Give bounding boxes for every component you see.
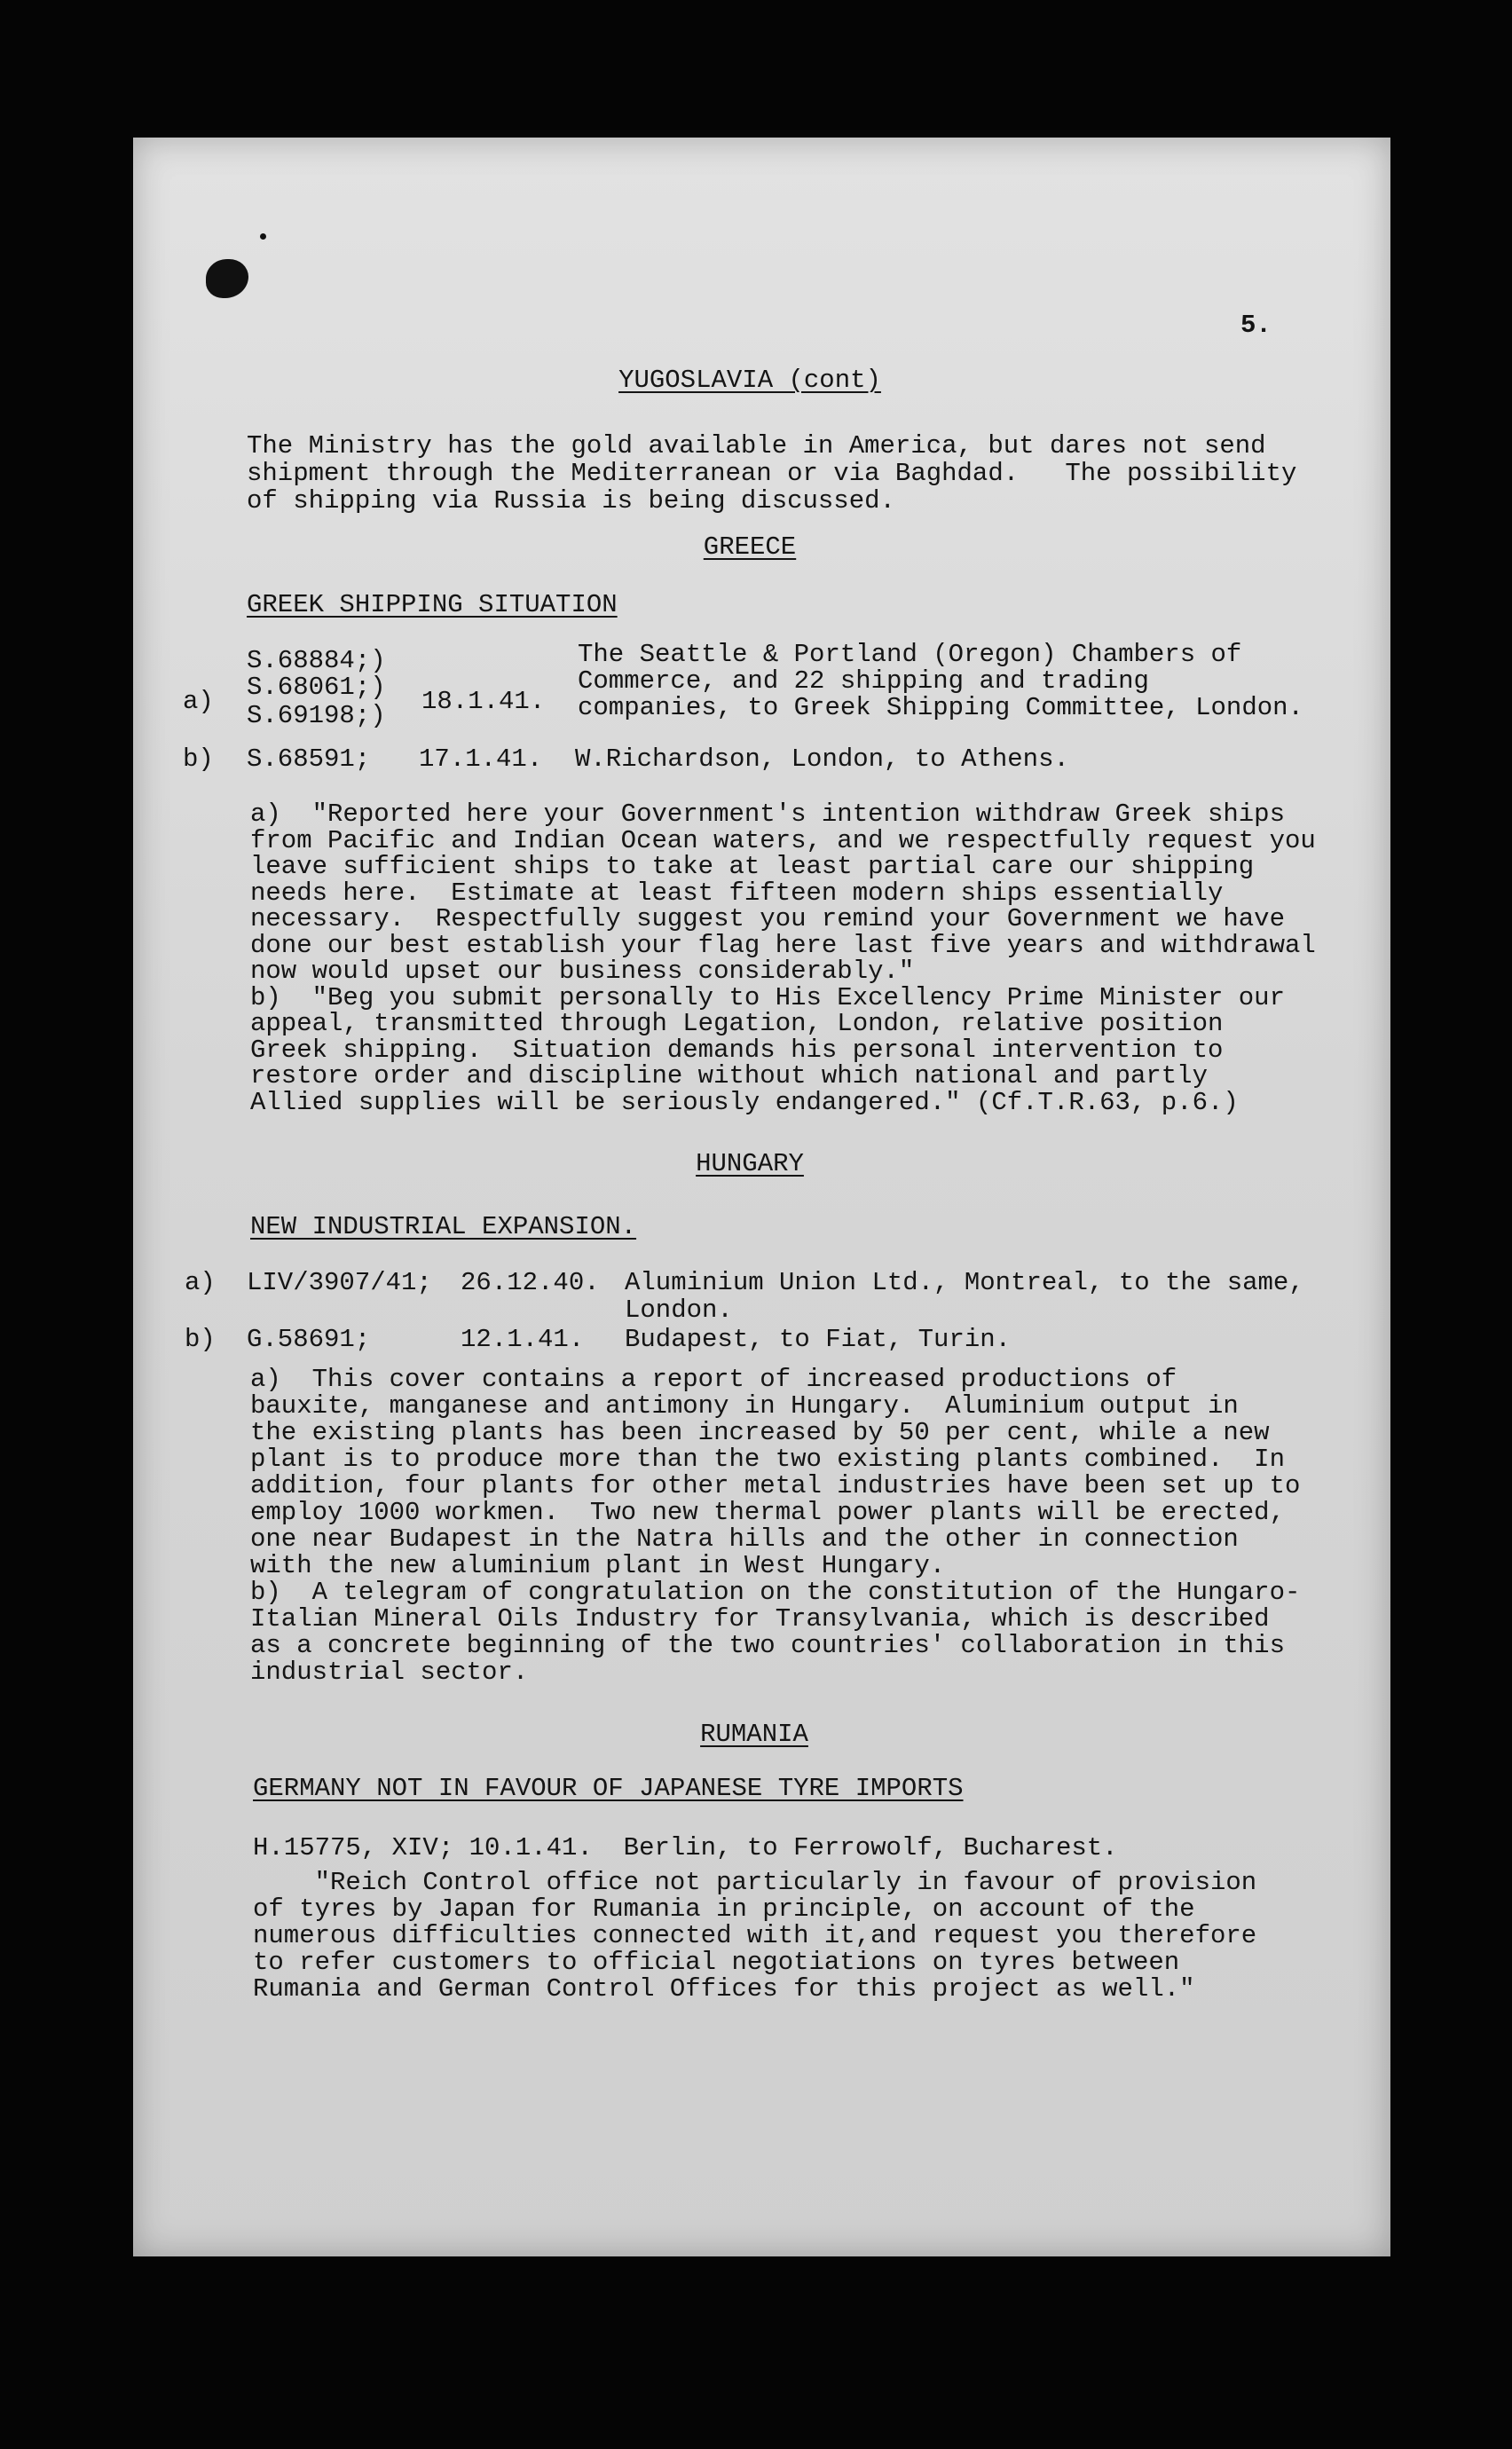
hungary-entry-b-text: Budapest, to Fiat, Turin. [625,1325,1012,1354]
text-line: shipment through the Mediterranean or via Baghdad. The possibility [247,459,1297,488]
text-line: "Reich Control office not particularly in favour of provision [253,1868,1257,1897]
text-line: needs here. Estimate at least fifteen modern ships essentially [250,878,1224,908]
hungary-entry-b-ref: G.58691; [247,1325,371,1354]
text-line: The Ministry has the gold available in America, but dares not send [247,431,1266,461]
greece-entry-a-text: The Seattle & Portland (Oregon) Chambers of [578,640,1242,669]
text-line: b) A telegram of congratulation on the constitution of the Hungaro- [250,1578,1301,1607]
text-line: numerous difficulties connected with it,and request you therefore [253,1921,1257,1950]
page-number: 5. [1240,311,1272,340]
text-line: as a concrete beginning of the two countries' collaboration in this [250,1631,1285,1660]
rumania-entry: H.15775, XIV; 10.1.41. Berlin, to Ferrowolf, Bucharest. [253,1833,1118,1862]
text-line: with the new aluminium plant in West Hungary. [250,1551,946,1580]
text-line: of tyres by Japan for Rumania in principle, on account of the [253,1894,1195,1924]
text-line: Allied supplies will be seriously endangered." (Cf.T.R.63, p.6.) [250,1087,1239,1117]
text-line: done our best establish your flag here last five years and withdrawal [250,930,1316,960]
hungary-entry-a-marker: a) [185,1268,216,1297]
text-line: industrial sector. [250,1658,529,1687]
heading-greece: GREECE [703,532,797,562]
subheading-greek-shipping: GREEK SHIPPING SITUATION [247,590,618,619]
text-line: Rumania and German Control Offices for this project as well." [253,1974,1195,2004]
hungary-entry-b-marker: b) [185,1325,216,1354]
text-line: the existing plants has been increased by 50 per cent, while a new [250,1418,1270,1447]
text-line: plant is to produce more than the two existing plants combined. In [250,1445,1285,1474]
hungary-entry-b-date: 12.1.41. [461,1325,585,1354]
text-line: employ 1000 workmen. Two new thermal power plants will be erected, [250,1498,1285,1527]
text-line: one near Budapest in the Natra hills and the other in connection [250,1524,1239,1554]
greece-entry-b-text: W.Richardson, London, to Athens. [575,744,1069,774]
text-line: a) "Reported here your Government's intention withdraw Greek ships [250,799,1285,829]
hungary-entry-a-text: London. [625,1295,733,1325]
greece-entry-b-date: 17.1.41. [419,744,543,774]
greece-entry-a-text: Commerce, and 22 shipping and trading [578,666,1149,696]
text-line: to refer customers to official negotiations on tyres between [253,1948,1180,1977]
greece-entry-a-ref: S.68884;) [247,646,386,675]
greece-entry-b-marker: b) [183,744,214,774]
ink-dot [260,233,266,240]
heading-rumania: RUMANIA [700,1720,808,1749]
greece-entry-a-text: companies, to Greek Shipping Committee, London. [578,693,1303,722]
greece-entry-a-ref: S.69198;) [247,701,386,730]
greece-entry-a-ref: S.68061;) [247,673,386,702]
greece-entry-a-marker: a) [183,687,214,716]
text-line: Italian Mineral Oils Industry for Transylvania, which is described [250,1604,1270,1634]
greece-entry-a-date: 18.1.41. [421,687,546,716]
text-line: of shipping via Russia is being discussed. [247,486,895,516]
text-line: restore order and discipline without which national and partly [250,1061,1208,1091]
heading-yugoslavia: YUGOSLAVIA (cont) [618,366,881,395]
text-line: a) This cover contains a report of increased productions of [250,1365,1177,1394]
text-line: appeal, transmitted through Legation, London, relative position [250,1009,1224,1038]
hungary-entry-a-date: 26.12.40. [461,1268,600,1297]
greece-entry-b-ref: S.68591; [247,744,371,774]
text-line: bauxite, manganese and antimony in Hungary. Aluminium output in [250,1391,1239,1421]
heading-hungary: HUNGARY [696,1149,804,1178]
text-line: necessary. Respectfully suggest you remind your Government we have [250,904,1285,933]
text-line: b) "Beg you submit personally to His Excellency Prime Minister our [250,982,1285,1012]
hungary-entry-a-ref: LIV/3907/41; [247,1268,432,1297]
text-line: addition, four plants for other metal industries have been set up to [250,1471,1301,1500]
text-line: now would upset our business considerably." [250,957,915,986]
text-line: from Pacific and Indian Ocean waters, and we respectfully request you [250,825,1316,855]
text-line: Greek shipping. Situation demands his personal intervention to [250,1035,1224,1065]
text-line: leave sufficient ships to take at least partial care our shipping [250,852,1255,881]
hungary-entry-a-text: Aluminium Union Ltd., Montreal, to the same, [625,1268,1304,1297]
subheading-tyre-imports: GERMANY NOT IN FAVOUR OF JAPANESE TYRE IMPORTS [253,1774,964,1803]
subheading-industrial-expansion: NEW INDUSTRIAL EXPANSION. [250,1212,637,1241]
